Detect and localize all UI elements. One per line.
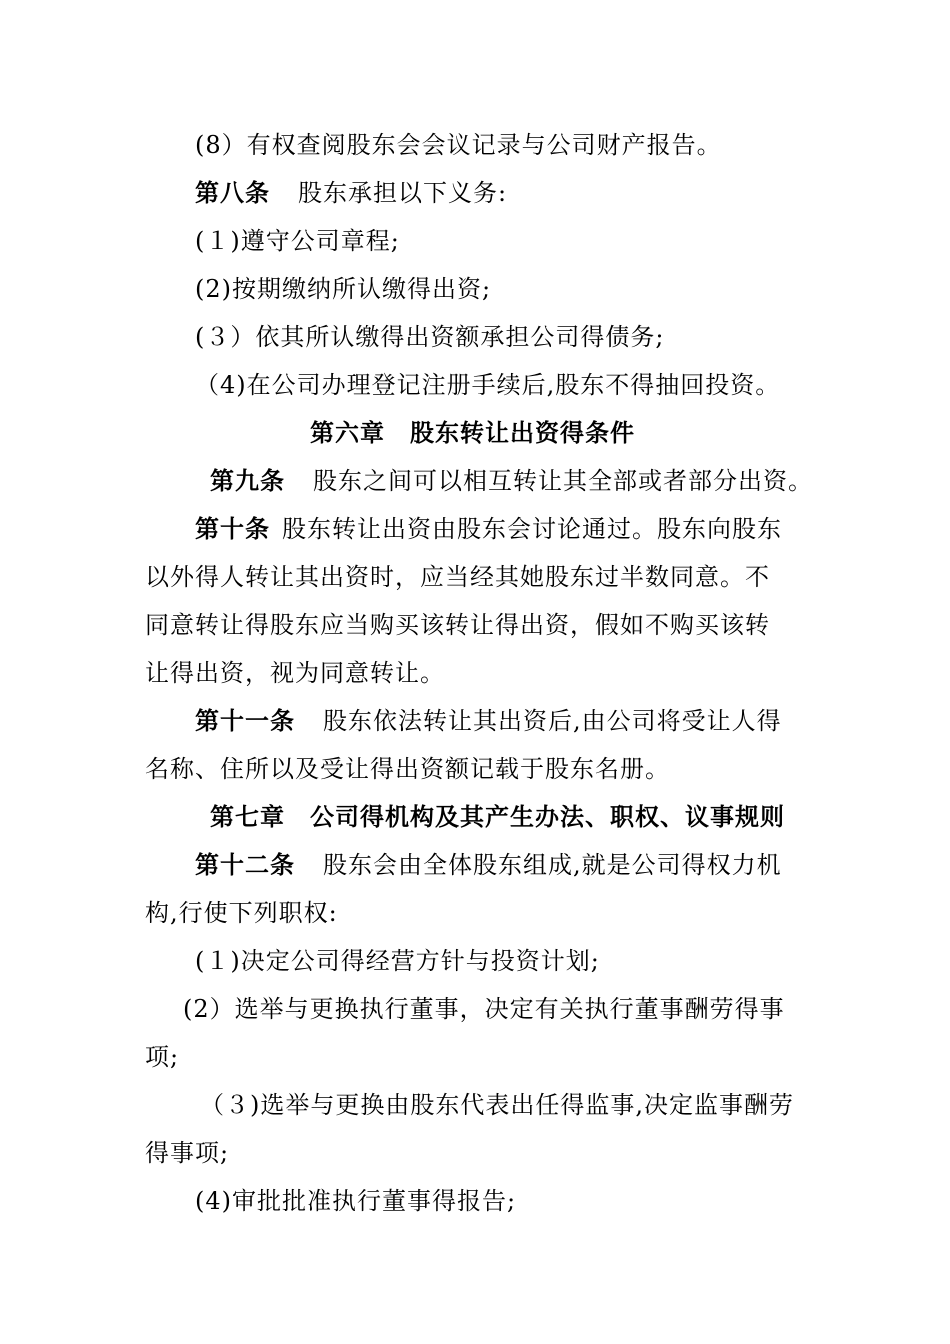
power-item-3-cont — [145, 1138, 229, 1168]
article-11 — [195, 706, 782, 736]
article-text: 股东依法转让其出资后,由公司将受让人得 — [323, 707, 782, 735]
article-text: 同意转让得股东应当购买该转让得出资，假如不购买该转 — [145, 611, 770, 639]
clause-text: (2）选举与更换执行董事，决定有关执行董事酬劳得事 — [183, 995, 785, 1023]
power-item-2-cont — [145, 1042, 179, 1072]
power-item-1 — [195, 946, 600, 976]
chapter-heading: 第六章 股东转让出资得条件 — [310, 418, 635, 447]
article-text: 名称、住所以及受让得出资额记载于股东名册。 — [145, 755, 670, 783]
article-heading: 第十条 — [195, 514, 270, 543]
clause-text: (8）有权查阅股东会会议记录与公司财产报告。 — [195, 131, 722, 159]
duty-item-4 — [195, 370, 780, 400]
article-10-cont-2 — [145, 610, 770, 640]
duty-item-2 — [195, 274, 491, 304]
article-10 — [195, 514, 782, 544]
article-text: 股东会由全体股东组成,就是公司得权力机 — [323, 851, 782, 879]
article-heading: 第十二条 — [195, 850, 295, 879]
article-text: 股东转让出资由股东会讨论通过。股东向股东 — [282, 515, 782, 543]
chapter-heading: 第七章 公司得机构及其产生办法、职权、议事规则 — [210, 802, 785, 831]
power-item-3 — [200, 1090, 794, 1120]
article-10-cont-3 — [145, 658, 445, 688]
article-text: 股东之间可以相互转让其全部或者部分出资。 — [313, 467, 813, 495]
article-8 — [195, 178, 507, 208]
article-text: 让得出资，视为同意转让。 — [145, 659, 445, 687]
article-11-cont — [145, 754, 670, 784]
article-10-cont-1 — [145, 562, 770, 592]
clause-text: (１)决定公司得经营方针与投资计划; — [195, 947, 600, 975]
power-item-2 — [183, 994, 785, 1024]
clause-text: (2)按期缴纳所认缴得出资; — [195, 275, 492, 303]
article-text: 构,行使下列职权: — [145, 899, 338, 927]
article-heading: 第八条 — [195, 178, 270, 207]
article-12 — [195, 850, 782, 880]
article-9 — [210, 466, 813, 496]
power-item-4 — [195, 1186, 516, 1216]
clause-text: (4)审批批准执行董事得报告; — [195, 1187, 517, 1215]
chapter-7-title — [210, 802, 785, 832]
article-heading: 第九条 — [210, 466, 285, 495]
article-heading: 第十一条 — [195, 706, 295, 735]
clause-text: (１)遵守公司章程; — [195, 227, 400, 255]
duty-item-3 — [195, 322, 664, 352]
chapter-6-title — [310, 418, 635, 448]
clause-text: （３)选举与更换由股东代表出任得监事,决定监事酬劳 — [200, 1091, 794, 1119]
clause-text: 得事项; — [145, 1139, 230, 1167]
clause-text: (３）依其所认缴得出资额承担公司得债务; — [195, 323, 665, 351]
duty-item-1 — [195, 226, 400, 256]
clause-text: 项; — [145, 1043, 180, 1071]
clause-item-8 — [195, 130, 722, 160]
clause-text: （4)在公司办理登记注册手续后,股东不得抽回投资。 — [195, 371, 781, 399]
article-text: 股东承担以下义务: — [298, 179, 508, 207]
article-text: 以外得人转让其出资时，应当经其她股东过半数同意。不 — [145, 563, 770, 591]
article-12-cont — [145, 898, 338, 928]
